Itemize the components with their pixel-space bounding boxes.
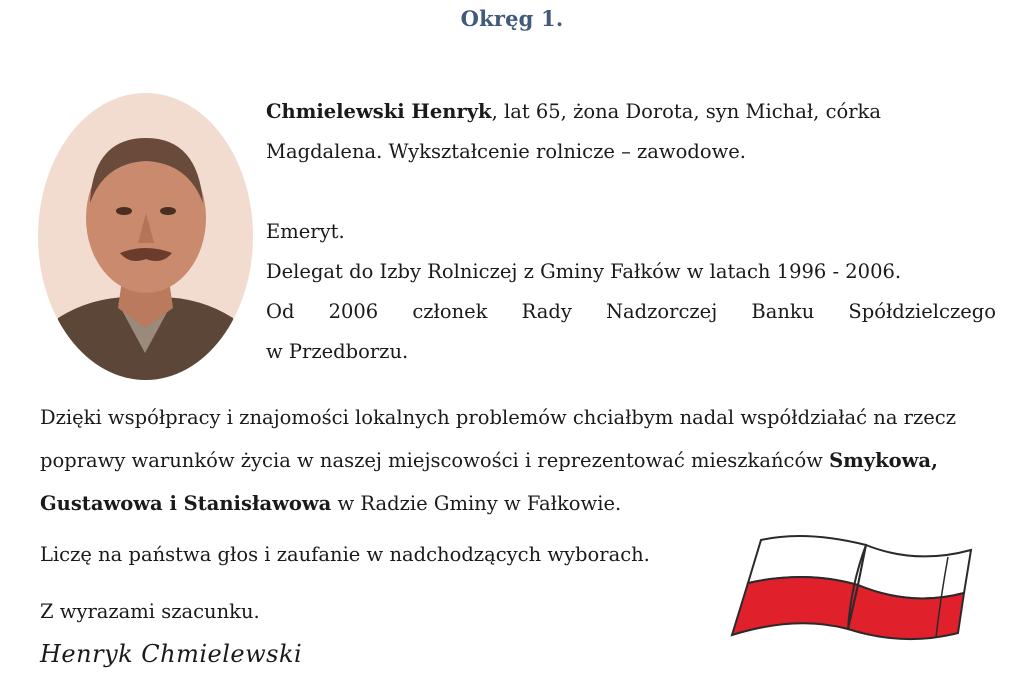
- polish-flag-icon: [726, 525, 976, 645]
- candidate-bio: [266, 92, 996, 372]
- portrait-photo: [38, 93, 253, 380]
- statement-paragraph: [40, 396, 998, 525]
- handwritten-signature: Henryk Chmielewski: [40, 640, 303, 668]
- bio-education: Magdalena. Wykształcenie rolnicze – zawodowe.: [266, 140, 747, 163]
- village-smykow: Smykowa,: [829, 449, 938, 472]
- bio-delegate: Delegat do Izby Rolniczej z Gminy Fałków w latach 1996 - 2006.: [266, 260, 902, 283]
- candidate-name: Chmielewski Henryk: [266, 100, 492, 123]
- bio-bank-location: w Przedborzu.: [266, 340, 409, 363]
- bio-line-1: [266, 92, 996, 132]
- vote-appeal: Liczę na państwa głos i zaufanie w nadchodzących wyborach.: [40, 543, 650, 566]
- statement-line-3: Gustawowa i Stanisławowa w Radzie Gminy w Fałkowie.: [40, 492, 622, 515]
- bio-status: Emeryt.: [266, 220, 345, 243]
- closing-greeting: Z wyrazami szacunku.: [40, 600, 260, 623]
- statement-line-1: Dzięki współpracy i znajomości lokalnych problemów chciałbym nadal współdziałać na rzecz: [40, 406, 956, 429]
- statement-line-2: poprawy warunków życia w naszej miejscowości i reprezentować mieszkańców Smykowa,: [40, 449, 938, 472]
- villages-gustawow-stanislawow: Gustawowa i Stanisławowa: [40, 492, 332, 515]
- district-heading: Okręg 1.: [460, 6, 564, 31]
- bio-family: , lat 65, żona Dorota, syn Michał, córka: [491, 100, 881, 123]
- bio-board-member: Od 2006 członek Rady Nadzorczej Banku Spółdzielczego: [266, 300, 996, 323]
